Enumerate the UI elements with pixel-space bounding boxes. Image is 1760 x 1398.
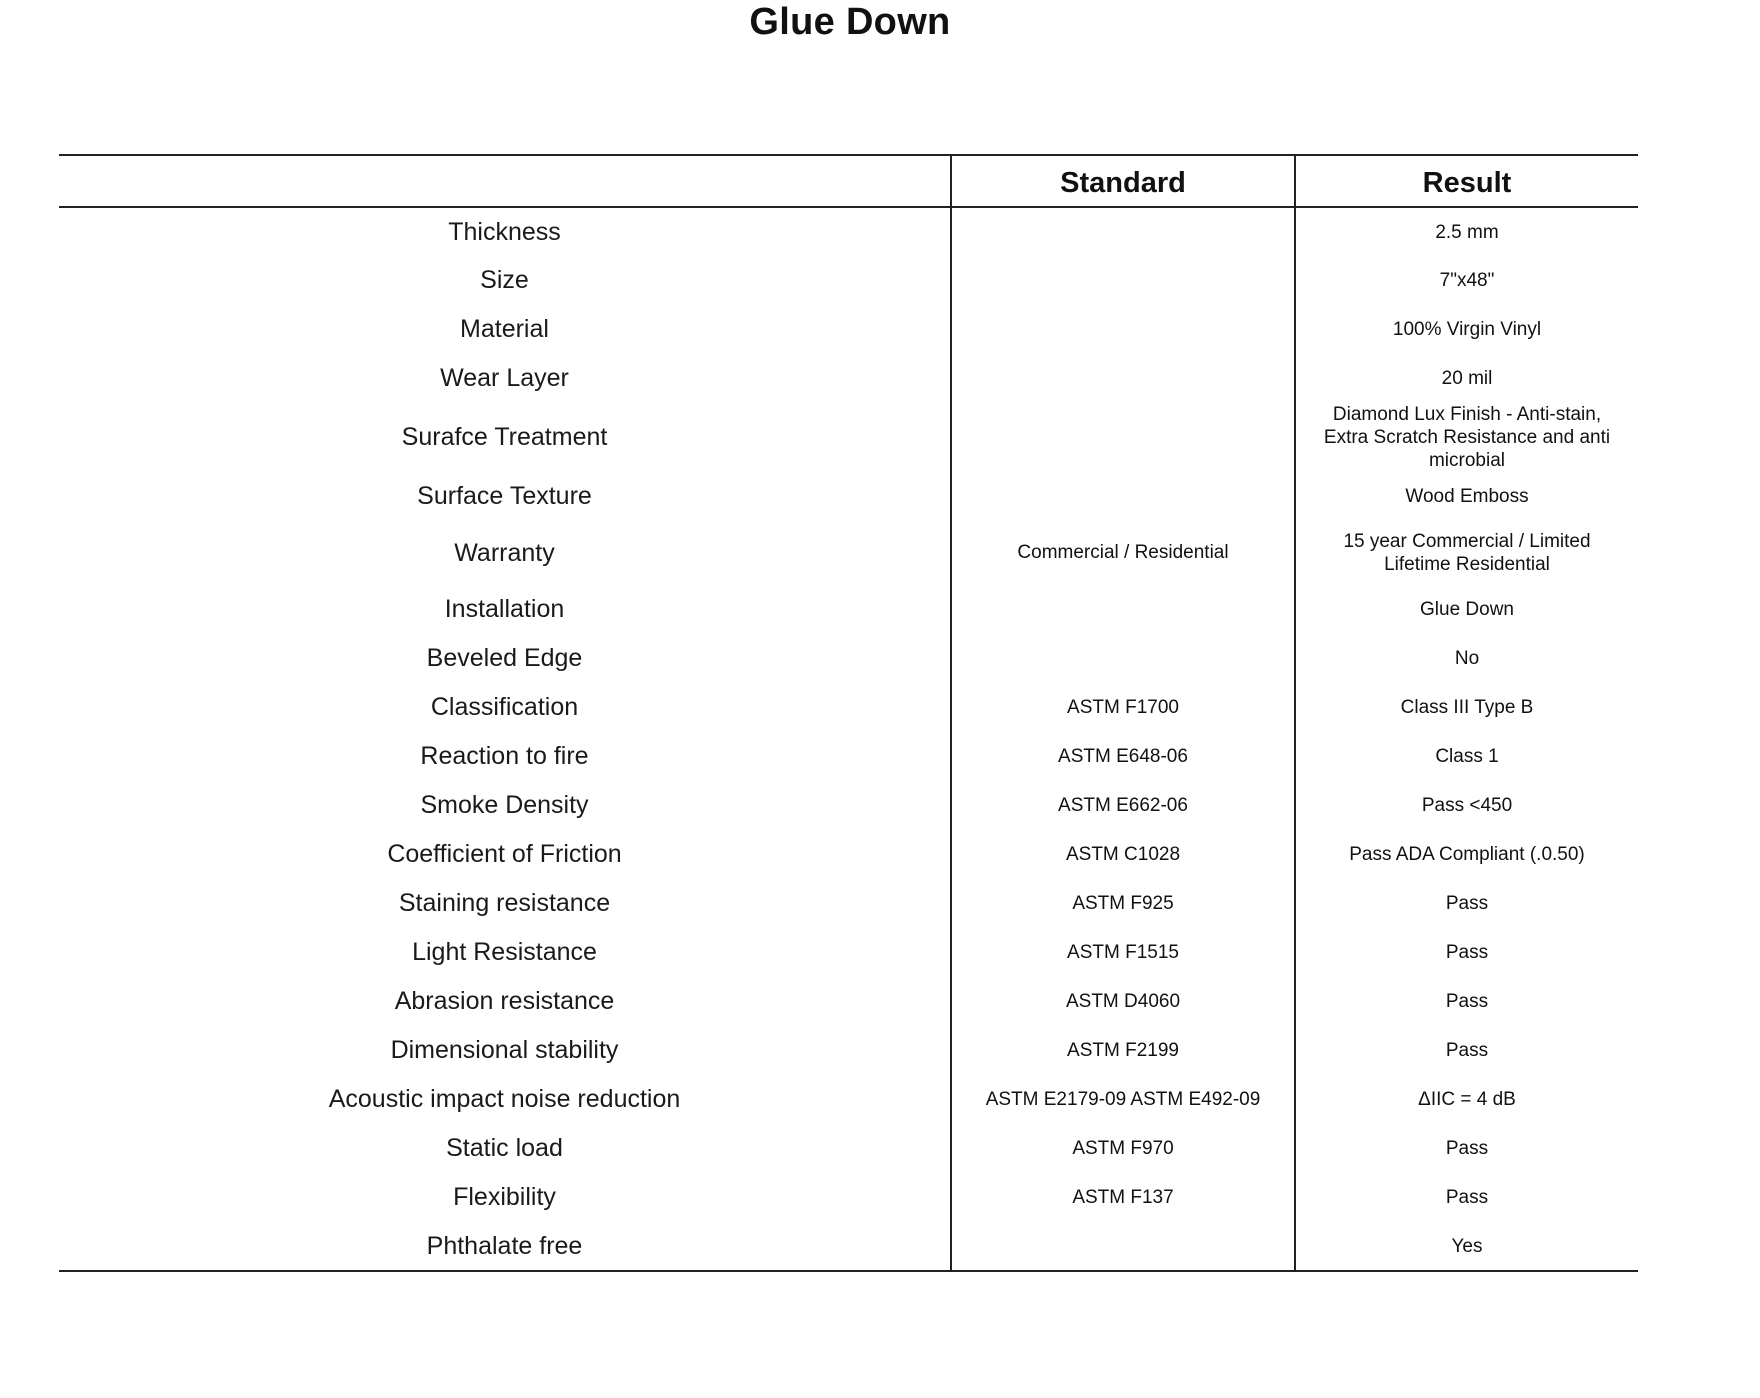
standard-cell: ASTM E662-06 <box>951 781 1295 830</box>
standard-cell <box>951 256 1295 305</box>
standard-cell: ASTM F137 <box>951 1173 1295 1222</box>
result-cell: 100% Virgin Vinyl <box>1295 305 1638 354</box>
property-cell: Smoke Density <box>420 791 589 819</box>
result-cell: Glue Down <box>1295 585 1638 634</box>
result-cell: Pass <box>1295 928 1638 977</box>
table-row <box>59 305 1638 354</box>
table-row <box>59 683 1638 732</box>
standard-cell <box>951 354 1295 403</box>
property-cell: Abrasion resistance <box>394 987 615 1015</box>
result-cell: Wood Emboss <box>1295 472 1638 521</box>
table-row <box>59 207 1638 256</box>
page-title: Glue Down <box>749 1 951 43</box>
standard-cell: Commercial / Residential <box>951 521 1295 585</box>
property-cell: Classification <box>430 693 579 721</box>
standard-cell: ASTM E648-06 <box>951 732 1295 781</box>
table-row <box>59 354 1638 403</box>
standard-cell: ASTM E2179-09 ASTM E492-09 <box>951 1075 1295 1124</box>
result-cell: Pass <box>1295 1124 1638 1173</box>
standard-cell: ASTM F925 <box>951 879 1295 928</box>
result-cell: Class III Type B <box>1295 683 1638 732</box>
result-cell: Diamond Lux Finish - Anti-stain, Extra Scratch Resistance and anti microbial <box>1295 403 1638 472</box>
result-cell: 15 year Commercial / Limited Lifetime Residential <box>1295 521 1638 585</box>
result-cell: No <box>1295 634 1638 683</box>
spec-table <box>59 154 1638 1272</box>
property-cell: Installation <box>444 595 565 623</box>
property-cell: Dimensional stability <box>390 1036 619 1064</box>
table-row <box>59 1124 1638 1173</box>
property-cell: Thickness <box>448 217 561 246</box>
standard-cell <box>951 403 1295 472</box>
header-property <box>59 155 951 207</box>
standard-cell <box>951 472 1295 521</box>
table-row <box>59 928 1638 977</box>
property-cell: Staining resistance <box>398 889 611 917</box>
result-cell: 7"x48" <box>1295 256 1638 305</box>
table-row <box>59 781 1638 830</box>
header-result: Result <box>1295 155 1638 207</box>
table-row <box>59 256 1638 305</box>
result-cell: Pass <box>1295 977 1638 1026</box>
property-cell: Flexibility <box>453 1183 556 1211</box>
property-cell: Warranty <box>454 538 555 567</box>
result-cell: Yes <box>1295 1222 1638 1271</box>
property-cell: Phthalate free <box>59 1222 951 1271</box>
standard-cell <box>951 305 1295 354</box>
table-row <box>59 1173 1638 1222</box>
table-row <box>59 634 1638 683</box>
property-cell: Size <box>480 266 529 294</box>
table-row <box>59 521 1638 585</box>
table-row <box>59 977 1638 1026</box>
table-row <box>59 472 1638 521</box>
standard-cell: ASTM F1700 <box>951 683 1295 732</box>
table-row <box>59 1026 1638 1075</box>
header-standard: Standard <box>951 155 1295 207</box>
property-cell: Reaction to fire <box>420 742 589 770</box>
property-cell: Coefficient of Friction <box>387 840 622 868</box>
result-cell: 2.5 mm <box>1295 207 1638 256</box>
property-cell: Static load <box>446 1134 563 1162</box>
result-cell: 20 mil <box>1295 354 1638 403</box>
property-cell: Light Resistance <box>412 938 597 966</box>
standard-cell: ASTM F1515 <box>951 928 1295 977</box>
property-cell: Acoustic impact noise reduction <box>328 1085 681 1113</box>
property-cell: Material <box>460 315 549 343</box>
property-cell: Beveled Edge <box>426 644 583 672</box>
table-row <box>59 1222 1638 1271</box>
header-row <box>59 155 1638 207</box>
standard-cell <box>951 1222 1295 1271</box>
standard-cell: ASTM C1028 <box>951 830 1295 879</box>
property-cell: Surafce Treatment <box>401 423 608 451</box>
table-row <box>59 403 1638 472</box>
standard-cell: ASTM F970 <box>951 1124 1295 1173</box>
result-cell: ΔIIC = 4 dB <box>1295 1075 1638 1124</box>
table-row <box>59 879 1638 928</box>
table-row <box>59 732 1638 781</box>
standard-cell <box>951 585 1295 634</box>
standard-cell <box>951 634 1295 683</box>
table-row <box>59 585 1638 634</box>
result-cell: Pass <box>1295 1173 1638 1222</box>
result-cell: Pass <box>1295 879 1638 928</box>
table-row <box>59 830 1638 879</box>
result-cell: Pass <box>1295 1026 1638 1075</box>
table-row <box>59 1075 1638 1124</box>
result-cell: Pass ADA Compliant (.0.50) <box>1295 830 1638 879</box>
standard-cell <box>951 207 1295 256</box>
standard-cell: ASTM F2199 <box>951 1026 1295 1075</box>
property-cell: Surface Texture <box>417 482 592 510</box>
result-cell: Pass <450 <box>1295 781 1638 830</box>
result-cell: Class 1 <box>1295 732 1638 781</box>
standard-cell: ASTM D4060 <box>951 977 1295 1026</box>
property-cell: Wear Layer <box>440 364 569 392</box>
